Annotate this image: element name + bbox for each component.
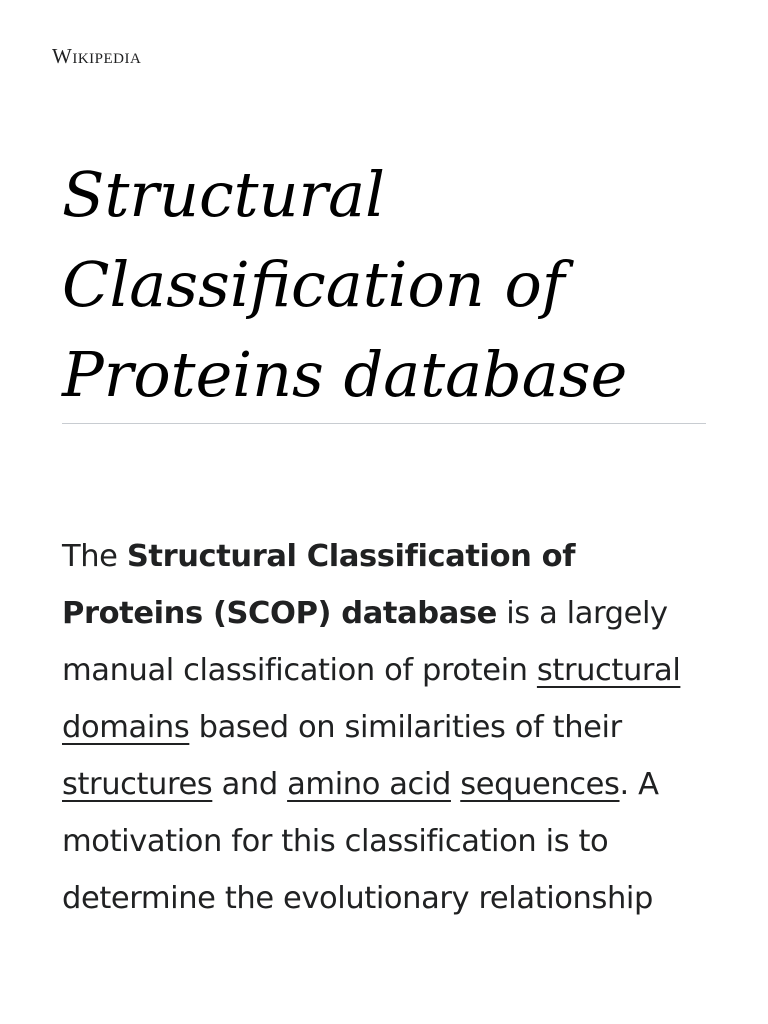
title-divider <box>62 423 706 424</box>
lead-text-5 <box>451 767 460 802</box>
wikipedia-wordmark[interactable]: Wikipedia <box>52 44 142 68</box>
page-title: Structural Classification of Proteins database <box>62 158 628 411</box>
lead-text-6: . A motivation for this classification is to determine the evolutionary relationship <box>62 767 659 916</box>
lead-text-4: and <box>212 767 288 802</box>
lead-paragraph <box>62 528 712 927</box>
lead-bold-term: Structural Classification of Proteins (SCOP) database <box>62 539 576 631</box>
link-structural-domains[interactable]: structural domains <box>62 653 681 745</box>
lead-text-2: is a largely manual classification of protein <box>62 596 668 688</box>
link-sequences[interactable]: sequences <box>460 767 620 802</box>
link-structures[interactable]: structures <box>62 767 213 802</box>
lead-text-1: The <box>62 539 127 574</box>
link-amino-acid[interactable]: amino acid <box>287 767 451 802</box>
lead-text-3: based on similarities of their <box>189 710 622 745</box>
